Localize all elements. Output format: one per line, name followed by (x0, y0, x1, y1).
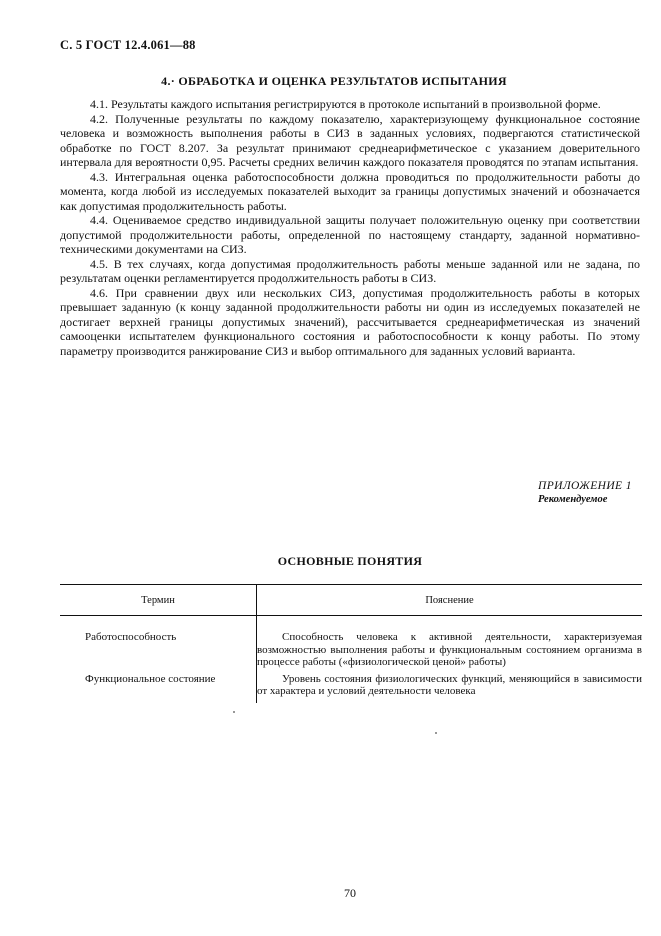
paragraph-4-4: 4.4. Оцениваемое средство индивидуальной защиты получает положительную оценку при соответствии допустимой продолжительности работы, определенной по настоящему стандарту, заданной нормативно-техническими документами на СИЗ. (60, 213, 640, 256)
terms-table (60, 584, 642, 703)
paragraph-4-6: 4.6. При сравнении двух или нескольких СИЗ, допустимая продолжительность работы в которых превышает заданную (к концу заданной продолжительности работы ни один из исследуемых показателей не достигает верхней границы допустимых значений), рассчитывается среднеарифметическая из значений самооценки испытателем функционального состояния и работоспособности к концу работы. По этому параметру производится ранжирование СИЗ и выбор оптимального для заданных условий варианта. (60, 285, 640, 358)
column-header-explanation: Пояснение (257, 585, 643, 616)
explanation-text: Способность человека к активной деятельности, характеризуемая возможностью выполнения работы и функциональным состоянием организма в процессе работы («физиологической ценой» работы) (257, 631, 642, 668)
paragraph-4-2: 4.2. Полученные результаты по каждому показателю, характеризующему функциональное состояние человека и возможность выполнения работы в СИЗ в заданных условиях, подвергаются статистической обработке по ГОСТ 8.207. За результат принимают среднеарифметическое с указанием доверительного интервала для вероятности 0,95. Расчеты средних величин каждого показателя проводятся по этапам испытания. (60, 111, 640, 169)
section-title: 4.· ОБРАБОТКА И ОЦЕНКА РЕЗУЛЬТАТОВ ИСПЫТАНИЯ (161, 74, 507, 88)
paragraph-4-5: 4.5. В тех случаях, когда допустимая продолжительность работы меньше заданной или не задана, по результатам оценки регламентируется продолжительность работы в СИЗ. (60, 256, 640, 285)
appendix-label: ПРИЛОЖЕНИЕ 1 (538, 480, 632, 492)
section-body (60, 97, 640, 358)
explanation-cell (257, 616, 643, 669)
page-header: С. 5 ГОСТ 12.4.061—88 (60, 38, 196, 52)
table-row (60, 669, 642, 703)
term-cell: Работоспособность (60, 616, 257, 669)
term-cell: Функциональное состояние (60, 669, 257, 703)
table-row (60, 616, 642, 669)
appendix-status: Рекомендуемое (538, 494, 608, 505)
scan-speck (233, 711, 235, 713)
explanation-text: Уровень состояния физиологических функций, меняющийся в зависимости от характера и условий деятельности человека (257, 672, 642, 697)
concepts-title: ОСНОВНЫЕ ПОНЯТИЯ (277, 554, 423, 568)
appendix-label-block (538, 479, 632, 507)
scan-speck (435, 732, 437, 734)
column-header-term: Термин (60, 585, 257, 616)
explanation-cell (257, 669, 643, 703)
table-header-row (60, 585, 642, 616)
page-number: 70 (344, 886, 356, 900)
paragraph-4-1: 4.1. Результаты каждого испытания регистрируются в протоколе испытаний в произвольной форме. (90, 97, 601, 111)
paragraph-4-3: 4.3. Интегральная оценка работоспособности должна проводиться по продолжительности работы до момента, когда любой из исследуемых показателей выходит за границы допустимых значений и обозначается как допустимая продолжительность работы. (60, 169, 640, 213)
